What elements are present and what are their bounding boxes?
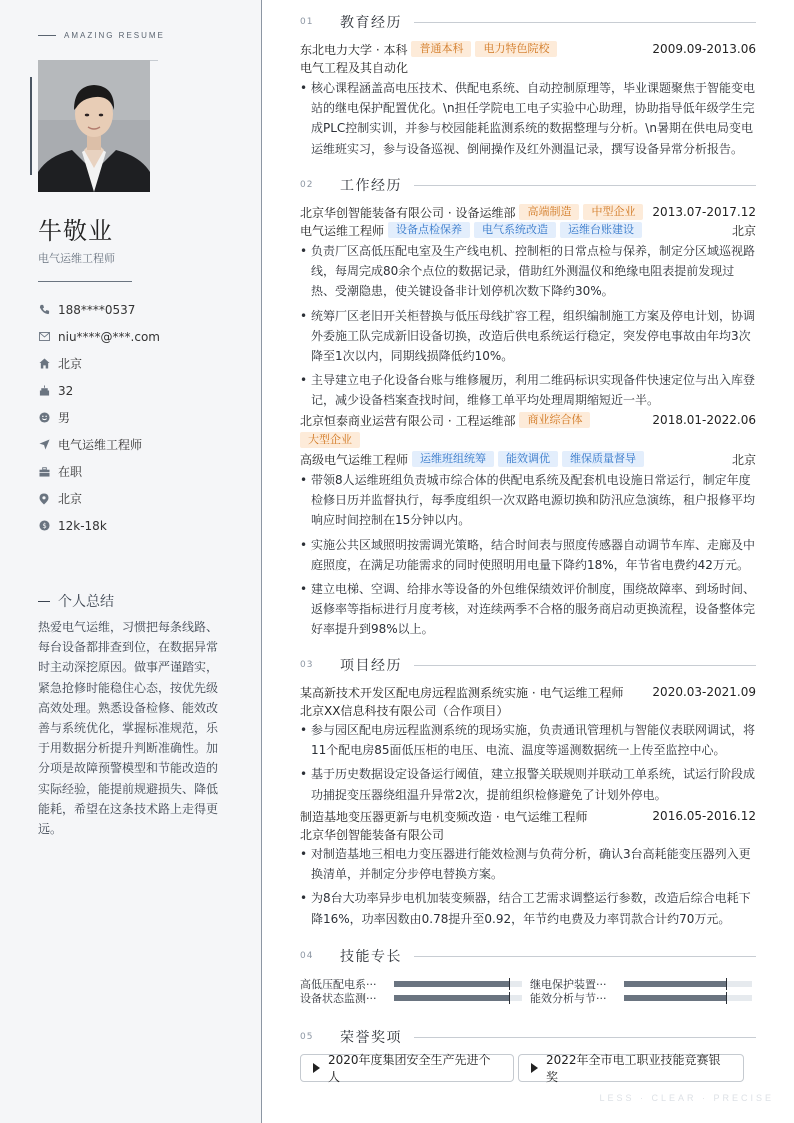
school-name: 东北电力大学 · 本科 <box>300 42 408 57</box>
salary-value: 12k-18k <box>58 518 107 533</box>
status-value: 在职 <box>58 465 83 479</box>
job-bullets <box>300 470 756 640</box>
list-item: • 为8台大功率异步电机加装变频器，结合工艺需求调整运行参数，改造后综合电耗下降16%，功率因数由0.78提升至0.92，年节约电费及力率罚款合计约70万元。 <box>300 888 756 928</box>
hometown-value: 北京 <box>58 357 83 371</box>
info-email <box>38 323 238 350</box>
play-triangle-icon <box>313 1063 320 1073</box>
coin-icon <box>38 520 50 532</box>
gender-value: 男 <box>58 411 71 425</box>
company-tag: 高端制造 <box>519 204 579 220</box>
list-item: • 主导建立电子化设备台账与维修履历，利用二维码标识实现备件快速定位与出入库登记，减少设备档案查找时间，维修工单平均处理周期缩短近一半。 <box>300 370 756 410</box>
honor-badge <box>300 1054 514 1082</box>
section-title: 工作经历 <box>340 178 402 194</box>
info-status <box>38 458 238 485</box>
brand-divider <box>38 35 56 36</box>
summary-text: 热爱电气运维，习惯把每条线路、每台设备都排查到位，在数据异常时主动深挖原因。做事严谨踏实，紧急抢修时能稳住心态，按优先级高效处理。熟悉设备检修、能效改善与系统优化，掌握标准规范，乐于用数据分析提升判断准确性。加分项是故障预警模型和节能改造的实际经验，能提前规避损失、降低能耗，希望在这条技术路上走得更远。 <box>38 620 219 837</box>
section-title: 项目经历 <box>340 658 402 674</box>
section-number: 01 <box>300 17 314 27</box>
skill-bar <box>394 981 522 987</box>
education-entry <box>300 40 756 163</box>
skill-bar-marker <box>509 978 510 990</box>
list-item: • 建立电梯、空调、给排水等设备的外包维保绩效评价制度，围绕故障率、到场时间、返修率等指标进行月度考核，对连续两季不合格的服务商启动更换流程，设备整体完好率提升到98%以上。 <box>300 579 756 640</box>
project-bullets <box>300 844 756 929</box>
section-projects-heading <box>300 655 756 675</box>
cake-icon <box>38 385 50 397</box>
svg-text:$: $ <box>41 521 47 530</box>
role-tag: 能效调优 <box>498 451 558 467</box>
summary-title: 个人总结 <box>58 594 114 610</box>
job-city: 北京 <box>731 223 756 238</box>
school-tag: 普通本科 <box>411 41 471 57</box>
skill-bar-fill <box>624 981 726 987</box>
list-item: • 参与园区配电房远程监测系统的现场实施，负责通讯管理机与智能仪表联网调试，将11个配电房85面低压柜的电压、电流、温度等遥测数据统一上传至监控中心。 <box>300 720 756 760</box>
job-role: 高级电气运维工程师 <box>300 452 409 467</box>
section-rule <box>414 22 756 23</box>
project-org: 北京华创智能装备有限公司 <box>300 827 445 842</box>
watermark: LESS · CLEAR · PRECISE <box>599 1093 774 1103</box>
avatar <box>38 60 150 192</box>
list-item: • 实施公共区域照明按需调光策略，结合时间表与照度传感器自动调节车库、走廊及中庭照度，在满足功能需求的同时使照明用电量下降约18%，年节省电费约42万元。 <box>300 535 756 575</box>
honor-text: 2020年度集团安全生产先进个人 <box>328 1053 491 1084</box>
job-date: 2018.01-2022.06 <box>652 413 756 427</box>
info-age <box>38 377 238 404</box>
list-item: • 对制造基地三相电力变压器进行能效检测与负荷分析，确认3台高耗能变压器列入更换清单，并制定分步停电替换方案。 <box>300 844 756 884</box>
skill-label: 继电保护装置··· <box>530 978 607 991</box>
job-date: 2013.07-2017.12 <box>652 205 756 219</box>
section-rule <box>414 185 756 186</box>
brand-text: AMAZING RESUME <box>64 31 165 40</box>
section-education-heading <box>300 12 756 32</box>
list-item: • 负责厂区高低压配电室及生产线电机、控制柜的日常点检与保养，制定分区域巡视路线，每周完成80余个点位的数据记录，借助红外测温仪和绝缘电阻表提前发现过热、受潮隐患，使关键设备非计划停机次数下降约30%。 <box>300 241 756 302</box>
list-item: • 基于历史数据设定设备运行阈值，建立报警关联规则并联动工单系统，试运行阶段成功捕捉变压器绕组温升异常2次，提前组织检修避免了计划外停电。 <box>300 764 756 804</box>
skill-label: 设备状态监测··· <box>300 992 377 1005</box>
role-tag: 运维台账建设 <box>560 222 642 238</box>
skill-bar-marker <box>509 992 510 1004</box>
skill-bar-fill <box>394 995 509 1001</box>
education-bullets <box>300 78 756 159</box>
skill-bar-marker <box>726 978 727 990</box>
company-tag: 商业综合体 <box>519 412 590 428</box>
section-number: 03 <box>300 660 314 670</box>
mail-icon <box>38 331 50 343</box>
project-bullets <box>300 720 756 805</box>
job-bullets <box>300 241 756 411</box>
skill-item <box>300 990 522 1006</box>
home-icon <box>38 358 50 370</box>
info-gender <box>38 404 238 431</box>
skill-label: 能效分析与节··· <box>530 992 607 1005</box>
job-entry <box>300 411 756 644</box>
company-name: 北京恒泰商业运营有限公司 · 工程运维部 <box>300 413 516 428</box>
briefcase-icon <box>38 466 50 478</box>
section-work-heading <box>300 175 756 195</box>
skill-bar-fill <box>394 981 509 987</box>
project-name: 某高新技术开发区配电房远程监测系统实施 · 电气运维工程师 <box>300 685 624 700</box>
section-rule <box>414 1037 756 1038</box>
info-city <box>38 485 238 512</box>
portrait-icon <box>38 60 150 192</box>
project-entry <box>300 683 756 809</box>
honor-text: 2022年全市电工职业技能竞赛银奖 <box>546 1053 721 1084</box>
photo-accent-bar <box>30 77 32 175</box>
section-rule <box>414 665 756 666</box>
skill-bar <box>394 995 522 1001</box>
info-phone <box>38 296 238 323</box>
project-date: 2016.05-2016.12 <box>652 809 756 823</box>
section-number: 04 <box>300 951 314 961</box>
role-tag: 电气系统改造 <box>474 222 556 238</box>
send-icon <box>38 439 50 451</box>
email-value: niu****@***.com <box>58 329 160 344</box>
skill-bar <box>624 981 752 987</box>
role-tag: 维保质量督导 <box>562 451 644 467</box>
job-role: 电气运维工程师 <box>300 223 385 238</box>
section-honors-heading <box>300 1027 756 1047</box>
summary-heading <box>38 591 114 611</box>
contact-info <box>38 296 238 539</box>
brand <box>38 31 165 40</box>
city-value: 北京 <box>58 492 83 506</box>
school-tag: 电力特色院校 <box>475 41 557 57</box>
company-name: 北京华创智能装备有限公司 · 设备运维部 <box>300 205 516 220</box>
info-salary <box>38 512 238 539</box>
major: 电气工程及其自动化 <box>300 60 409 75</box>
role-tag: 运维班组统筹 <box>412 451 494 467</box>
company-tag: 中型企业 <box>583 204 643 220</box>
summary-divider <box>38 601 50 602</box>
job-city: 北京 <box>731 452 756 467</box>
sidebar <box>0 0 262 1123</box>
project-name: 制造基地变压器更新与电机变频改造 · 电气运维工程师 <box>300 809 588 824</box>
education-date: 2009.09-2013.06 <box>652 42 756 56</box>
skill-bar-marker <box>726 992 727 1004</box>
location-pin-icon <box>38 493 50 505</box>
skill-label: 高低压配电系··· <box>300 978 377 991</box>
list-item: • 统筹厂区老旧开关柜替换与低压母线扩容工程，组织编制施工方案及停电计划，协调外委施工队完成新旧设备切换，改造后供电系统运行稳定，突发停电事故由年均3次降至1次以内，同期线损降低约10%。 <box>300 306 756 367</box>
info-position <box>38 431 238 458</box>
skill-bar-fill <box>624 995 726 1001</box>
section-skills-heading <box>300 946 756 966</box>
section-title: 教育经历 <box>340 15 402 31</box>
company-tag: 大型企业 <box>300 432 360 448</box>
age-value: 32 <box>58 383 74 398</box>
smile-icon <box>38 412 50 424</box>
role-tag: 设备点检保养 <box>388 222 470 238</box>
section-number: 02 <box>300 180 314 190</box>
honor-badge <box>518 1054 744 1082</box>
section-title: 荣誉奖项 <box>340 1030 402 1046</box>
phone-icon <box>38 304 50 316</box>
phone-value: 188****0537 <box>58 302 136 317</box>
project-entry <box>300 807 756 933</box>
info-home <box>38 350 238 377</box>
section-number: 05 <box>300 1032 314 1042</box>
skill-item <box>530 990 752 1006</box>
list-item: • 核心课程涵盖高电压技术、供配电系统、自动控制原理等，毕业课题聚焦于智能变电站的继电保护配置优化。\n担任学院电工电子实验中心助理，协助指导低年级学生完成PLC控制实训，并参与校园能耗监测系统的数据整理与分析。\n暑期在供电局变电运维班实习，参与设备巡视、倒闸操作及红外测温记录，撰写设备异常分析报告。 <box>300 78 756 159</box>
person-title: 电气运维工程师 <box>38 252 115 265</box>
section-title: 技能专长 <box>340 949 402 965</box>
skill-bar <box>624 995 752 1001</box>
list-item: • 带领8人运维班组负责城市综合体的供配电系统及配套机电设施日常运行，制定年度检修日历并监督执行，每季度组织一次双路电源切换和防汛应急演练，租户报修平均响应时间控制在15分钟以内。 <box>300 470 756 531</box>
job-entry <box>300 203 756 415</box>
project-org: 北京XX信息科技有限公司（合作项目） <box>300 703 509 718</box>
position-value: 电气运维工程师 <box>58 438 143 452</box>
section-rule <box>414 956 756 957</box>
project-date: 2020.03-2021.09 <box>652 685 756 699</box>
play-triangle-icon <box>531 1063 538 1073</box>
title-divider <box>38 281 132 282</box>
person-name: 牛敬业 <box>38 217 113 245</box>
